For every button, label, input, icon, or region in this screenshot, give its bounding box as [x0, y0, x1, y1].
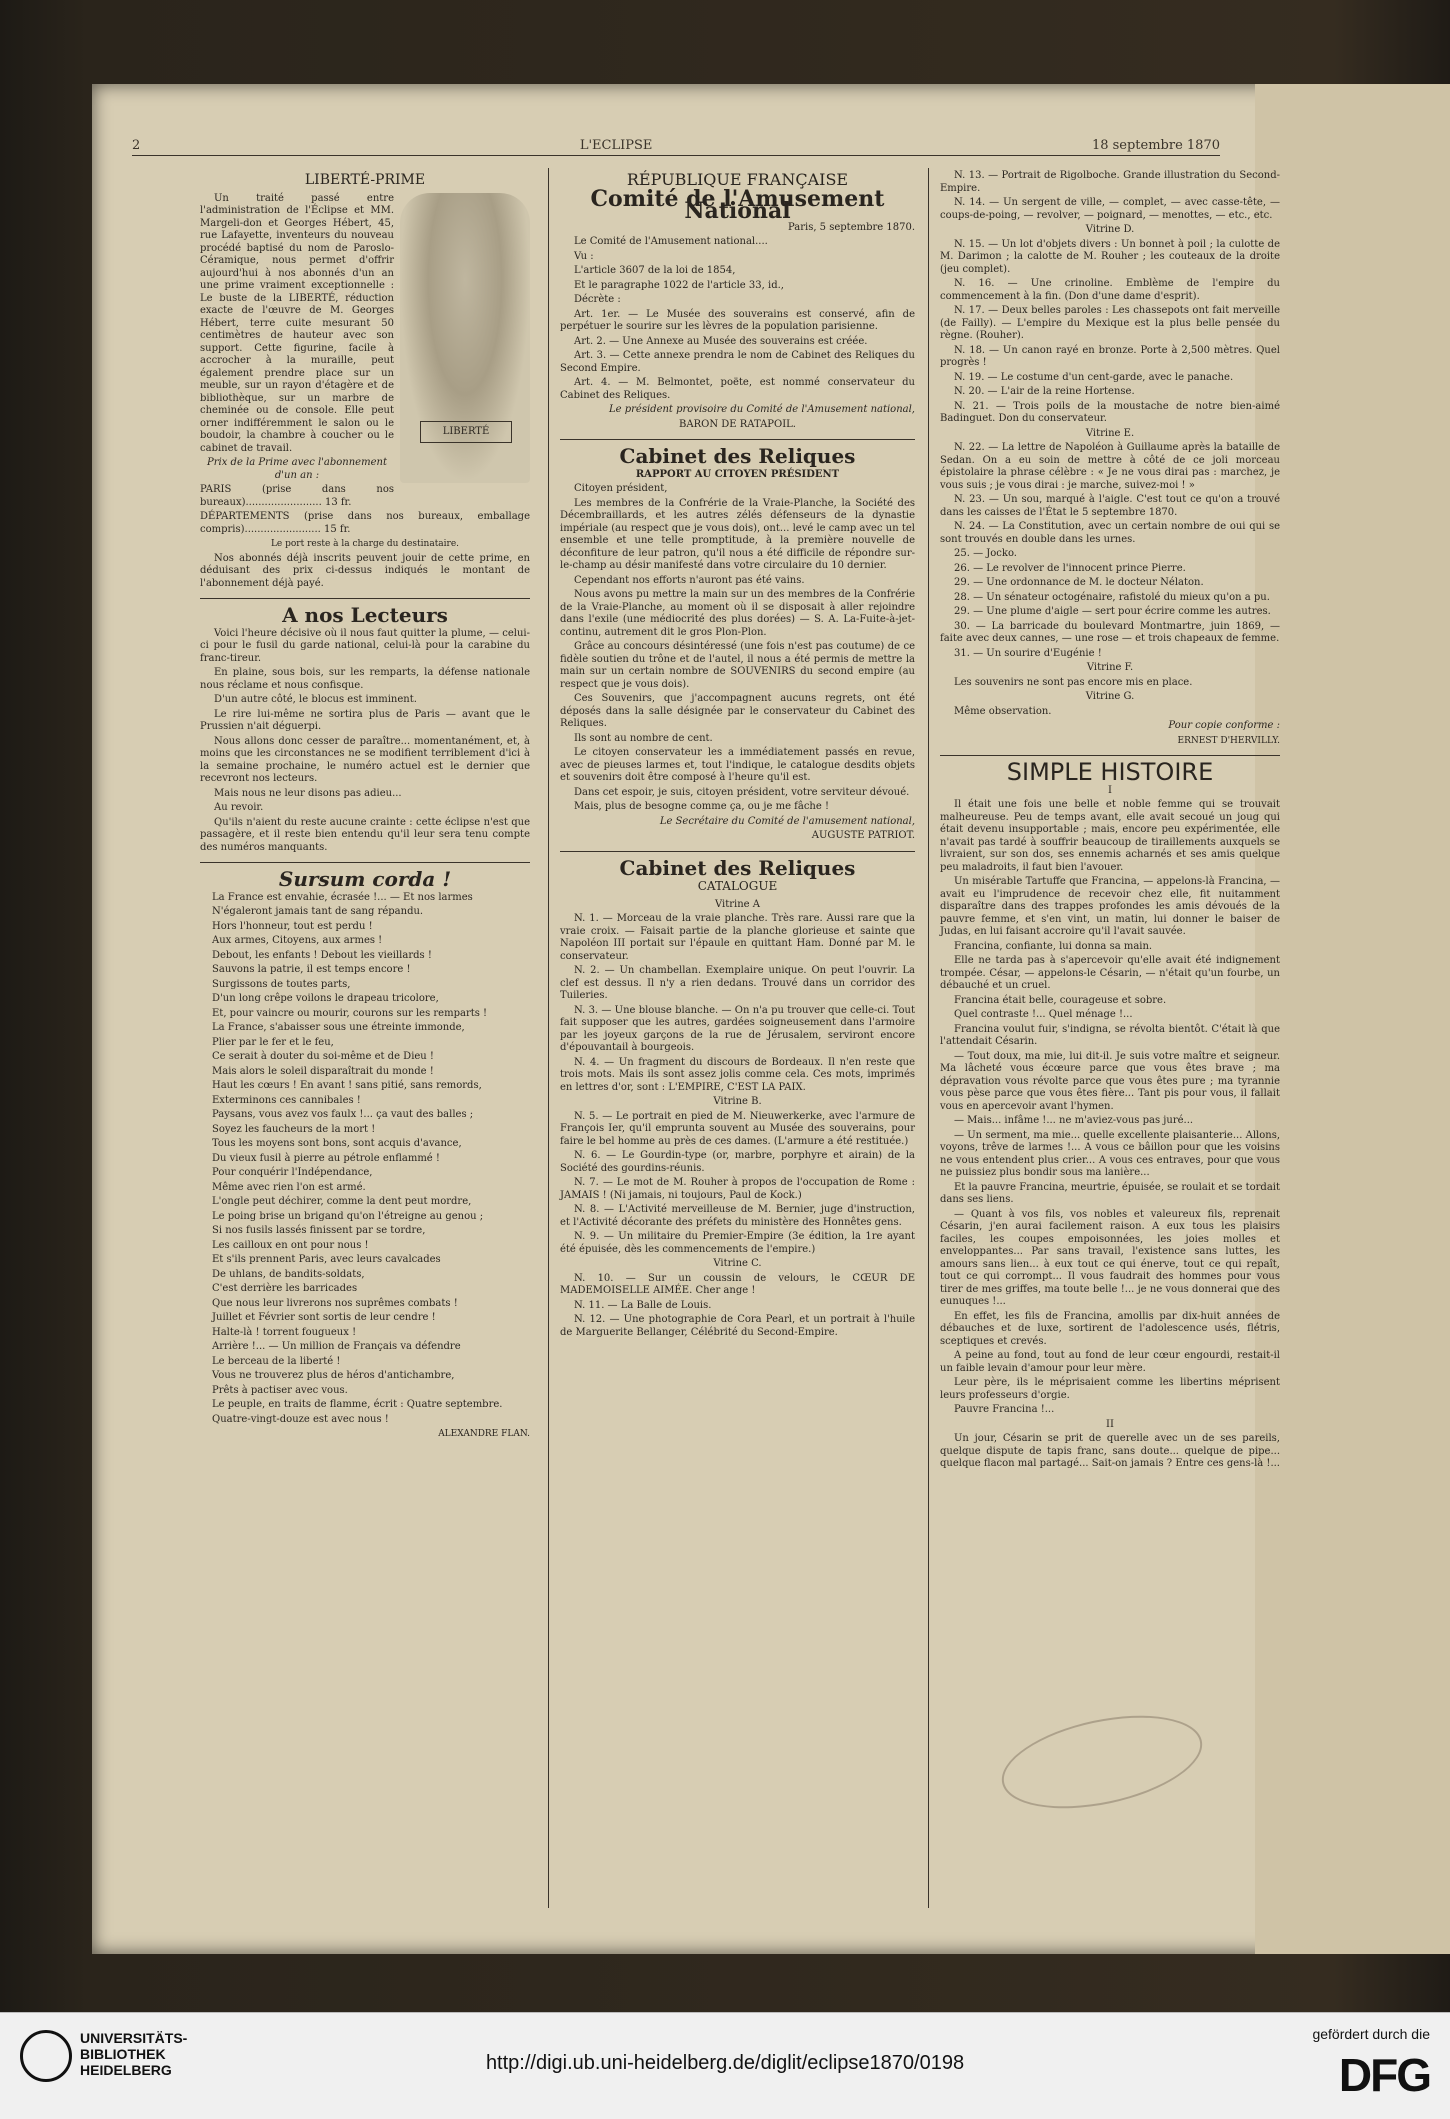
vitrine-c: Vitrine C. [713, 1258, 762, 1269]
lecteurs-p4: Le rire lui-même ne sortira plus de Paris — avant que le Prussien n'ait déguerpi. [200, 708, 530, 732]
item-14: N. 14. — Un sergent de ville, — complet, — avec casse-tête, — coups-de-poing, — revolver, — poignard, — menottes, — etc., etc. [940, 197, 1280, 221]
adjacent-page-edge [1255, 84, 1450, 1954]
item-24: N. 24. — La Constitution, avec un certain nombre de oui qui se sont trouvés en double dans les urnes. [940, 521, 1280, 545]
lecteurs-p8: Qu'ils n'aient du reste aucune crainte : cette éclipse n'est que passagère, et il reste bien entendu qu'il leur sera tenu compte des numéros manquants. [200, 816, 530, 853]
rapport-p9: Mais, plus de besogne comme ça, ou je me fâche ! [574, 801, 829, 812]
poem-line: Paysans, vous avez vos faulx !... ça vaut des balles ; [212, 1109, 474, 1120]
poem [200, 892, 530, 1427]
poem-line: Le berceau de la liberté ! [212, 1355, 341, 1367]
story-p10: — Un serment, ma mie... quelle excellente plaisanterie... Allons, voyons, trêve de larmes !... A vous ce bâillon pour que les voisins ne vous entendent plus crier... A vous ces entraves, pour que vous ne puissiez plus bondir sous ma lanière... [940, 1129, 1280, 1178]
item-12: N. 12. — Une photographie de Cora Pearl, et un portrait à l'huile de Marguerite Bellanger, Célébrité du Second-Empire. [560, 1314, 915, 1338]
logo-line-3: HEIDELBERG [80, 2062, 172, 2078]
poem-line: Hors l'honneur, tout est perdu ! [212, 920, 373, 932]
liberte-text: Un traité passé entre l'administration de l'Éclipse et MM. Margeli-don et Georges Hébert, 45, rue Lafayette, inventeurs du nouveau procédé baptisé du nom de Paroslo-Céramique, nous permet d'offrir aujourd'hui à nos abonnés d'un an une prime vraiment exceptionnelle : Le buste de la LIBERTÉ, réduction exacte de l'œuvre de M. Georges Hébert, terre cuite mesurant 50 centimètres de hauteur avec son support. Cette figurine, facile à accrocher à la muraille, peut également prendre place sur un meuble, sur un rayon d'étagère et de bibliothèque, sur un marbre de cheminée ou de console. Elle peut orner indifféremment le salon ou le boudoir, la chambre à coucher ou le cabinet de travail. [200, 192, 394, 454]
decree-vu2: Et le paragraphe 1022 de l'article 33, id., [574, 279, 784, 291]
dfg-logo[interactable]: DFG [1338, 2049, 1430, 2101]
poem-line: Vous ne trouverez plus de héros d'antichambre, [212, 1370, 455, 1381]
column-2 [560, 168, 915, 1341]
item-22: N. 22. — La lettre de Napoléon à Guillaume après la bataille de Sedan. On a eu soin de mettre à côté de ce joli morceau épistolaire la phrase célèbre : « Je ne vous dirai pas : marchez, je vous suis ; je vous dirai : je marche, suivez-moi ! » [940, 442, 1280, 491]
column-rule [548, 168, 549, 1908]
column-1 [200, 168, 530, 1443]
republique-title: RÉPUBLIQUE FRANÇAISE [626, 170, 849, 189]
rapport-heading: RAPPORT AU CITOYEN PRÉSIDENT [635, 468, 840, 480]
story-p17: Un jour, Césarin se prit de querelle avec un de ses pareils, quelque dispute de tapis franc, sans doute... quelque de pipe... quelque flacon mal partagé... Sait-on jamais ? Entre ces gens-là !... [940, 1433, 1280, 1469]
item-19: N. 19. — Le costume d'un cent-garde, avec le panache. [954, 371, 1234, 383]
paper-name: L'ECLIPSE [579, 138, 653, 153]
rapport-p3: Nous avons pu mettre la main sur un des membres de la Confrérie de la Vraie-Planche, au moment où il se disposait à aller rejoindre dans l'exile (une médiocrité des plus dorées) — S. A. La-Fuite-à-jet-continu, autrement dit le gros Plon-Plon. [560, 589, 915, 638]
item-11: N. 11. — La Balle de Louis. [574, 1299, 712, 1311]
sursum-title: Sursum corda ! [278, 867, 452, 891]
lecteurs-p7: Au revoir. [214, 802, 264, 813]
item-18: N. 18. — Un canon rayé en bronze. Porte à 2,500 mètres. Quel progrès ! [940, 344, 1280, 368]
item-15: N. 15. — Un lot d'objets divers : Un bonnet à poil ; la culotte de M. Darimon ; la calotte de M. Rouher ; les couteaux de la droite (jeu complet). [940, 238, 1280, 275]
catalogue-heading: CATALOGUE [697, 879, 778, 893]
decree-art1: Art. 1er. — Le Musée des souverains est conservé, afin de perpétuer le sourire sur les lèvres de la population parisienne. [560, 308, 915, 332]
poem-line: Prêts à pactiser avec vous. [212, 1384, 348, 1396]
decree-comite: Le Comité de l'Amusement national.... [574, 236, 768, 247]
item-17: N. 17. — Deux belles paroles : Les chassepots ont fait merveille (de Failly). — L'empire du Mexique est la plus belle pensée du règne. (Rouher). [940, 305, 1280, 341]
poem-line: Halte-là ! torrent fougueux ! [212, 1326, 357, 1338]
decree-decrete: Décrète : [574, 294, 621, 305]
port-note: Le port reste à la charge du destinataire. [270, 539, 460, 549]
copie-signature: ERNEST D'HERVILLY. [1177, 735, 1280, 746]
item-5: N. 5. — Le portrait en pied de M. Nieuwerkerke, avec l'armure de François Ier, qu'il emprunta souvent au Musée des souverains, pour faire le bel homme au près de ces dames. (L'armure a été restituée.) [560, 1110, 915, 1147]
story-p12: — Quant à vos fils, vos nobles et valeureux fils, reprenait Césarin, j'en aurai facilement raison. A eux tous les plaisirs faciles, les coupes empoisonnées, les joies molles et enveloppantes... Par sans travail, l'existence sans luttes, les amours sans lien... à eux tout ce qui énerve, tout ce qui repaît, tout ce qui corrompt... Il vous faudrait des hommes pour vous tirer de mes griffes, ma toute belle !... je ne vous donnerai que des eunuques !... [940, 1208, 1280, 1307]
item-16: N. 16. — Une crinoline. Emblème de l'empire du commencement à la fin. (Don d'une dame d'esprit). [940, 278, 1280, 302]
comite-title: Comité de l'Amusement National [590, 185, 885, 224]
item-31: 31. — Un sourire d'Eugénie ! [954, 647, 1102, 659]
chapter-1: I [1108, 784, 1112, 796]
rapport-p5: Ces Souvenirs, que j'accompagnent aucuns regrets, ont été déposés dans la salle désignée par le conservateur du Cabinet des Reliques. [560, 693, 915, 729]
simple-histoire-title: SIMPLE HISTOIRE [1006, 758, 1214, 786]
item-29b: 29. — Une plume d'aigle — sert pour écrire comme les autres. [954, 606, 1271, 617]
poem-line: Arrière !... — Un million de Français va défendre [212, 1341, 461, 1352]
poem-line: Surgissons de toutes parts, [212, 978, 351, 990]
decree-president: Le président provisoire du Comité de l'Amusement national, [609, 404, 915, 415]
poem-line: Tous les moyens sont bons, sont acquis d'avance, [212, 1138, 462, 1149]
story-p6: Quel contraste !... Quel ménage !... [954, 1009, 1133, 1020]
item-20: N. 20. — L'air de la reine Hortense. [954, 386, 1135, 397]
decree-vu: Vu : [574, 250, 594, 262]
column-3 [940, 168, 1280, 1473]
vitrine-b: Vitrine B. [713, 1096, 762, 1107]
poem-line: Du vieux fusil à pierre au pétrole enflammé ! [212, 1152, 440, 1164]
item-25: 25. — Jocko. [954, 548, 1017, 559]
vitrine-f-note: Les souvenirs ne sont pas encore mis en place. [954, 676, 1193, 688]
item-1: N. 1. — Morceau de la vraie planche. Très rare. Aussi rare que la vraie croix. — Faisait partie de la planche glorieuse et sainte que Napoléon III portait sur l'épaule en quittant Ham. Donné par M. le conservateur. [560, 913, 915, 962]
item-4: N. 4. — Un fragment du discours de Bordeaux. Il n'en reste que trois mots. Mais ils sont assez jolis comme cela. Ces mots, imprimés en lettres d'or, sont : L'EMPIRE, C'EST LA PAIX. [560, 1056, 915, 1093]
item-21: N. 21. — Trois poils de la moustache de notre bien-aimé Badinguet. Don du conservateur. [940, 400, 1280, 424]
page-number: 2 [132, 138, 141, 153]
story-p4: Elle ne tarda pas à s'apercevoir qu'elle avait été indignement trompée. César, — appelons-le Césarin, — n'était qu'un fourbe, un débauché et un cruel. [940, 955, 1280, 991]
poem-line: La France, s'abaisser sous une étreinte immonde, [212, 1022, 465, 1033]
poem-line: Le poing brise un brigand qu'on l'étreigne au genou ; [212, 1210, 484, 1222]
divider [940, 755, 1280, 756]
rapport-p2: Cependant nos efforts n'auront pas été vains. [574, 574, 805, 586]
item-23: N. 23. — Un sou, marqué à l'aigle. C'est tout ce qu'on a trouvé dans les caisses de l'État le 5 septembre 1870. [940, 494, 1280, 518]
item-13: N. 13. — Portrait de Rigolboche. Grande illustration du Second-Empire. [940, 170, 1280, 194]
item-6: N. 6. — Le Gourdin-type (or, marbre, porphyre et airain) de la Société des gourdins-réunis. [560, 1150, 915, 1174]
decree-signature: BARON DE RATAPOIL. [679, 418, 796, 430]
poem-line: Mais alors le soleil disparaîtrait du monde ! [212, 1065, 434, 1077]
funding-note: gefördert durch die [1312, 2026, 1430, 2042]
decree-date: Paris, 5 septembre 1870. [787, 221, 915, 233]
logo-line-1: UNIVERSITÄTS- [80, 2030, 188, 2046]
poem-line: Que nous leur livrerons nos suprêmes combats ! [212, 1297, 458, 1309]
poem-line: N'égaleront jamais tant de sang répandu. [212, 906, 424, 917]
vitrine-e: Vitrine E. [1085, 427, 1135, 439]
liberty-bust-image [400, 193, 530, 483]
cabinet-title-1: Cabinet des Reliques [619, 444, 856, 468]
liberte-title: LIBERTÉ-PRIME [304, 172, 426, 188]
divider [200, 598, 530, 599]
rapport-salutation: Citoyen président, [574, 483, 668, 494]
story-p5: Francina était belle, courageuse et sobre. [954, 994, 1167, 1006]
item-26: 26. — Le revolver de l'innocent prince Pierre. [954, 562, 1186, 574]
lecteurs-p5: Nous allons donc cesser de paraître... momentanément, et, à moins que les circonstances ne se modifient terriblement d'ici à la semaine prochaine, le numéro actuel est le dernier que recevront nos lecteurs. [200, 735, 530, 784]
story-p11: Et la pauvre Francina, meurtrie, épuisée, se roulait et se tordait dans ses liens. [940, 1181, 1280, 1205]
page-header [132, 138, 1220, 156]
poem-line: Si nos fusils lassés finissent par se tordre, [212, 1225, 426, 1236]
copie-conforme: Pour copie conforme : [1168, 720, 1280, 731]
decree-vu1: L'article 3607 de la loi de 1854, [574, 265, 736, 276]
price-paris: PARIS (prise dans nos bureaux)........................ 13 fr. [200, 484, 394, 508]
vitrine-g-note: Même observation. [954, 705, 1052, 717]
item-8: N. 8. — L'Activité merveilleuse de M. Bernier, juge d'instruction, et l'Activité décorante des préfets du ministère des Honnêtes gens. [560, 1204, 915, 1228]
story-p8: — Tout doux, ma mie, lui dit-il. Je suis votre maître et seigneur. Ma lâcheté vous écœure parce que vous êtes brave ; ma dépravation vous révolte parce que vous êtes pure ; ma tyrannie vous pèse parce que vous êtes fière... Tant pis pour vous, il fallait vous en apercevoir avant l'hymen. [940, 1050, 1280, 1112]
prize-caption: Prix de la Prime avec l'abonnement d'un an : [207, 457, 387, 481]
rapport-p8: Dans cet espoir, je suis, citoyen président, votre serviteur dévoué. [574, 786, 910, 798]
rapport-p7: Le citoyen conservateur les a immédiatement passés en revue, avec de pieuses larmes et, tout l'indique, le catalogue desdits objets et souvenirs doit être composé à l'heure qu'il est. [560, 747, 915, 783]
lecteurs-p6: Mais nous ne leur disons pas adieu... [214, 787, 402, 799]
lecteurs-p2: En plaine, sous bois, sur les remparts, la défense nationale nous réclame et nous confisque. [200, 667, 530, 691]
lecteurs-p1: Voici l'heure décisive où il nous faut quitter la plume, — celui-ci pour le fusil du garde national, celui-là pour la carabine du franc-tireur. [200, 627, 530, 664]
decree-art4: Art. 4. — M. Belmontet, poëte, est nommé conservateur du Cabinet des Reliques. [560, 377, 915, 401]
poem-line: Soyez les faucheurs de la mort ! [212, 1123, 376, 1135]
item-2: N. 2. — Un chambellan. Exemplaire unique. On peut l'ouvrir. La clef est dessus. Il n'y a rien dedans. Trouvé dans un corridor des Tuileries. [560, 965, 915, 1001]
divider [560, 851, 915, 852]
story-p16: Pauvre Francina !... [954, 1404, 1055, 1415]
story-p1: Il était une fois une belle et noble femme qui se trouvait malheureuse. Peu de temps avant, elle avait secoué un joug qui était devenu insupportable ; mais, encore peu expérimentée, elle n'avait pas tardé à souffrir beaucoup de tiraillements auxquels se livraient, sur son dos, ses ennemis acharnés et ses amis quelque peu maladroits, il faut bien l'avouer. [940, 799, 1280, 873]
rapport-p6: Ils sont au nombre de cent. [574, 732, 713, 744]
issue-date: 18 septembre 1870 [1091, 138, 1220, 153]
poem-line: Les cailloux en ont pour nous ! [212, 1239, 369, 1251]
story-p7: Francina voulut fuir, s'indigna, se révolta bientôt. C'était là que l'attendait Césarin. [940, 1023, 1280, 1047]
story-p3: Francina, confiante, lui donna sa main. [954, 940, 1153, 952]
lecteurs-p3: D'un autre côté, le blocus est imminent. [214, 694, 417, 705]
story-p13: En effet, les fils de Francina, amollis par dix-huit années de débauches et de luxe, sortirent de l'adolescence usés, flétris, sceptiques et crevés. [940, 1310, 1280, 1347]
poem-line: Même avec rien l'on est armé. [212, 1181, 366, 1193]
poem-line: Plier par le fer et le feu, [212, 1036, 334, 1048]
decree-art2: Art. 2. — Une Annexe au Musée des souverains est créée. [574, 335, 868, 347]
item-3: N. 3. — Une blouse blanche. — On n'a pu trouver que celle-ci. Tout fait supposer que les autres, gardées soigneusement dans l'armoire par les joyeux garçons de la rue de Jérusalem, serviront encore d'épouvantail à bourgeois. [560, 1004, 915, 1053]
poem-line: Exterminons ces cannibales ! [212, 1094, 361, 1106]
story-p2: Un misérable Tartuffe que Francina, — appelons-là Francina, — avait eu l'imprudence de recevoir chez elle, fit nuitamment disparaître dans des trappes profondes les amis dévoués de la pauvre femme, et s'en vint, un matin, lui donner le baiser de Judas, en lui faisant accroire qu'il l'avait sauvée. [940, 876, 1280, 937]
poem-line: Et, pour vaincre ou mourir, courons sur les remparts ! [212, 1007, 488, 1019]
decree-art3: Art. 3. — Cette annexe prendra le nom de Cabinet des Reliques du Second Empire. [560, 350, 915, 374]
rapport-secretaire: Le Secrétaire du Comité de l'amusement national, [659, 815, 915, 827]
poem-line: Le peuple, en traits de flamme, écrit : Quatre septembre. [212, 1399, 503, 1410]
poem-line: Aux armes, Citoyens, aux armes ! [212, 935, 383, 946]
logo-line-2: BIBLIOTHEK [80, 2046, 166, 2062]
rapport-p1: Les membres de la Confrérie de la Vraie-Planche, la Société des Décembraillards, et les autres zélés défenseurs de la dynastie impériale (au respect que je vous dois), ont... levé le camp avec un tel ensemble et une telle promptitude, à la première nouvelle de déconfiture de leur patron, qu'il nous a été difficile de répondre sur-le-champ au désir manifesté dans votre circulaire du 10 dernier. [560, 497, 915, 571]
divider [200, 862, 530, 863]
poem-line: L'ongle peut déchirer, comme la dent peut mordre, [212, 1196, 472, 1207]
item-7: N. 7. — Le mot de M. Rouher à propos de l'occupation de Rome : JAMAIS ! (Ni jamais, ni toujours, Paul de Kock.) [560, 1177, 915, 1201]
item-30: 30. — La barricade du boulevard Montmartre, juin 1869, — faite avec deux cannes, — une rose — et trois chapeaux de femme. [940, 620, 1280, 644]
poem-line: Juillet et Février sont sortis de leur cendre ! [212, 1312, 436, 1323]
item-9: N. 9. — Un militaire du Premier-Empire (3e édition, la 1re ayant été épuisée, dès les commencements de l'empire.) [560, 1231, 915, 1255]
vitrine-f: Vitrine F. [1086, 662, 1134, 673]
poem-line: Pour conquérir l'Indépendance, [212, 1167, 373, 1178]
old-subscribers: Nos abonnés déjà inscrits peuvent jouir de cette prime, en déduisant des prix ci-dessus indiqués le montant de l'abonnement déjà payé. [200, 552, 530, 589]
poem-line: Sauvons la patrie, il est temps encore ! [212, 964, 411, 975]
poem-line: Haut les cœurs ! En avant ! sans pitié, sans remords, [212, 1080, 482, 1091]
rapport-p4: Grâce au concours désintéressé (une fois n'est pas coutume) de ce fidèle soutien du trône et de l'autel, il nous a été permis de mettre la main sur un certain nombre de SOUVENIRS du second empire (au respect que je vous dois). [560, 641, 915, 690]
item-29a: 29. — Une ordonnance de M. le docteur Nélaton. [954, 577, 1204, 588]
poem-line: D'un long crêpe voilons le drapeau tricolore, [212, 993, 439, 1004]
poem-line: C'est derrière les barricades [212, 1283, 358, 1294]
price-departements: DÉPARTEMENTS (prise dans nos bureaux, emballage compris)........................ 15 fr. [200, 511, 530, 535]
vitrine-a: Vitrine A [715, 898, 760, 910]
poem-line: Et s'ils prennent Paris, avec leurs cavalcades [212, 1254, 441, 1265]
vitrine-d: Vitrine D. [1085, 224, 1135, 235]
chapter-2: II [1106, 1418, 1114, 1430]
column-rule [928, 168, 929, 1908]
bust-plaque: LIBERTÉ [420, 421, 512, 443]
story-p9: — Mais... infâme !... ne m'aviez-vous pas juré... [954, 1115, 1194, 1126]
vitrine-g: Vitrine G. [1085, 691, 1135, 702]
lecteurs-title: A nos Lecteurs [282, 603, 448, 627]
poem-line: Debout, les enfants ! Debout les vieillards ! [212, 949, 432, 961]
poet-name: ALEXANDRE FLAN. [438, 1429, 530, 1439]
item-10: N. 10. — Sur un coussin de velours, le CŒUR DE MADEMOISELLE AIMÉE. Cher ange ! [560, 1272, 915, 1296]
story-p15: Leur père, ils le méprisaient comme les libertins méprisent leurs professeurs d'orgie. [940, 1377, 1280, 1401]
story-p14: A peine au fond, tout au fond de leur cœur engourdi, restait-il un faible levain d'amour pour leur mère. [940, 1350, 1280, 1374]
poem-line: Quatre-vingt-douze est avec nous ! [212, 1413, 389, 1425]
divider [560, 439, 915, 440]
poem-line: Ce serait à douter du soi-même et de Dieu ! [212, 1051, 434, 1062]
cabinet-title-2: Cabinet des Reliques [619, 855, 856, 880]
source-url[interactable]: http://digi.ub.uni-heidelberg.de/diglit/eclipse1870/0198 [485, 2052, 965, 2074]
item-28: 28. — Un sénateur octogénaire, rafistolé du mieux qu'on a pu. [954, 591, 1270, 603]
rapport-signature: AUGUSTE PATRIOT. [811, 830, 915, 841]
poem-line: La France est envahie, écrasée !... — Et nos larmes [212, 891, 473, 903]
poem-line: De uhlans, de bandits-soldats, [212, 1268, 365, 1280]
